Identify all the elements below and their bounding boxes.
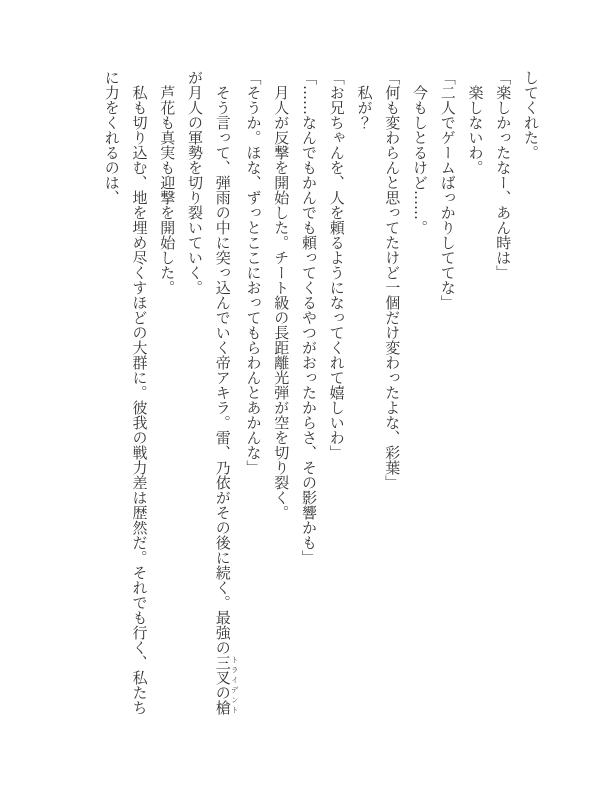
text-run: 「お兄ちゃんを、人を頼るようになってくれて嬉しいわ」 <box>327 70 346 460</box>
text-line <box>239 70 267 716</box>
text-line <box>322 70 350 716</box>
text-line <box>516 70 544 716</box>
ruby-term <box>213 655 240 715</box>
text-line <box>378 70 406 716</box>
text-line <box>350 70 378 716</box>
text-area <box>97 70 544 716</box>
text-line <box>180 70 239 716</box>
text-run: そう言って、弾雨の中に突っ込んでいく帝アキラ。雷、乃依がその後に続く。最強の <box>213 85 232 655</box>
text-line <box>433 70 461 716</box>
text-run: してくれた。 <box>522 70 540 160</box>
text-line <box>461 70 489 716</box>
text-run: 私が？ <box>355 85 374 130</box>
text-run: 「……なんでもかんでも頼ってくるやつがおったからさ、その影響かも」 <box>300 70 318 565</box>
ruby-base: 三叉の槍 <box>213 655 232 715</box>
text-run: 月人が反撃を開始した。チート級の長距離光弾が空を切り裂く。 <box>272 85 291 520</box>
text-run: 芦花も真実も迎撃を開始した。 <box>158 85 177 295</box>
text-run: 楽しないわ。 <box>466 85 485 175</box>
text-line <box>153 70 181 716</box>
text-run: 「二人でゲームばっかりしててな」 <box>438 70 457 310</box>
text-run: 「何も変わらんと思ってたけど一個だけ変わったよな、彩葉」 <box>383 70 402 490</box>
text-line <box>294 70 322 716</box>
text-line <box>405 70 433 716</box>
text-run: 私も切り込む、地を埋め尽くすほどの大群に。彼我の戦力差は歴然だ。それでも行く、私たちに力をくれるのは、 <box>102 70 149 715</box>
text-line <box>489 70 517 716</box>
text-line <box>97 70 153 716</box>
ruby-annotation: トライデント <box>230 655 240 715</box>
text-line <box>267 70 295 716</box>
text-run: が月人の軍勢を切り裂いていく。 <box>186 70 204 295</box>
text-run: 「楽しかったなー、あん時は」 <box>494 70 513 280</box>
text-run: 「そうか。ほな、ずっとここにおってもらわんとあかんな」 <box>244 70 263 475</box>
text-run: 今もしとるけど……。 <box>411 85 429 235</box>
